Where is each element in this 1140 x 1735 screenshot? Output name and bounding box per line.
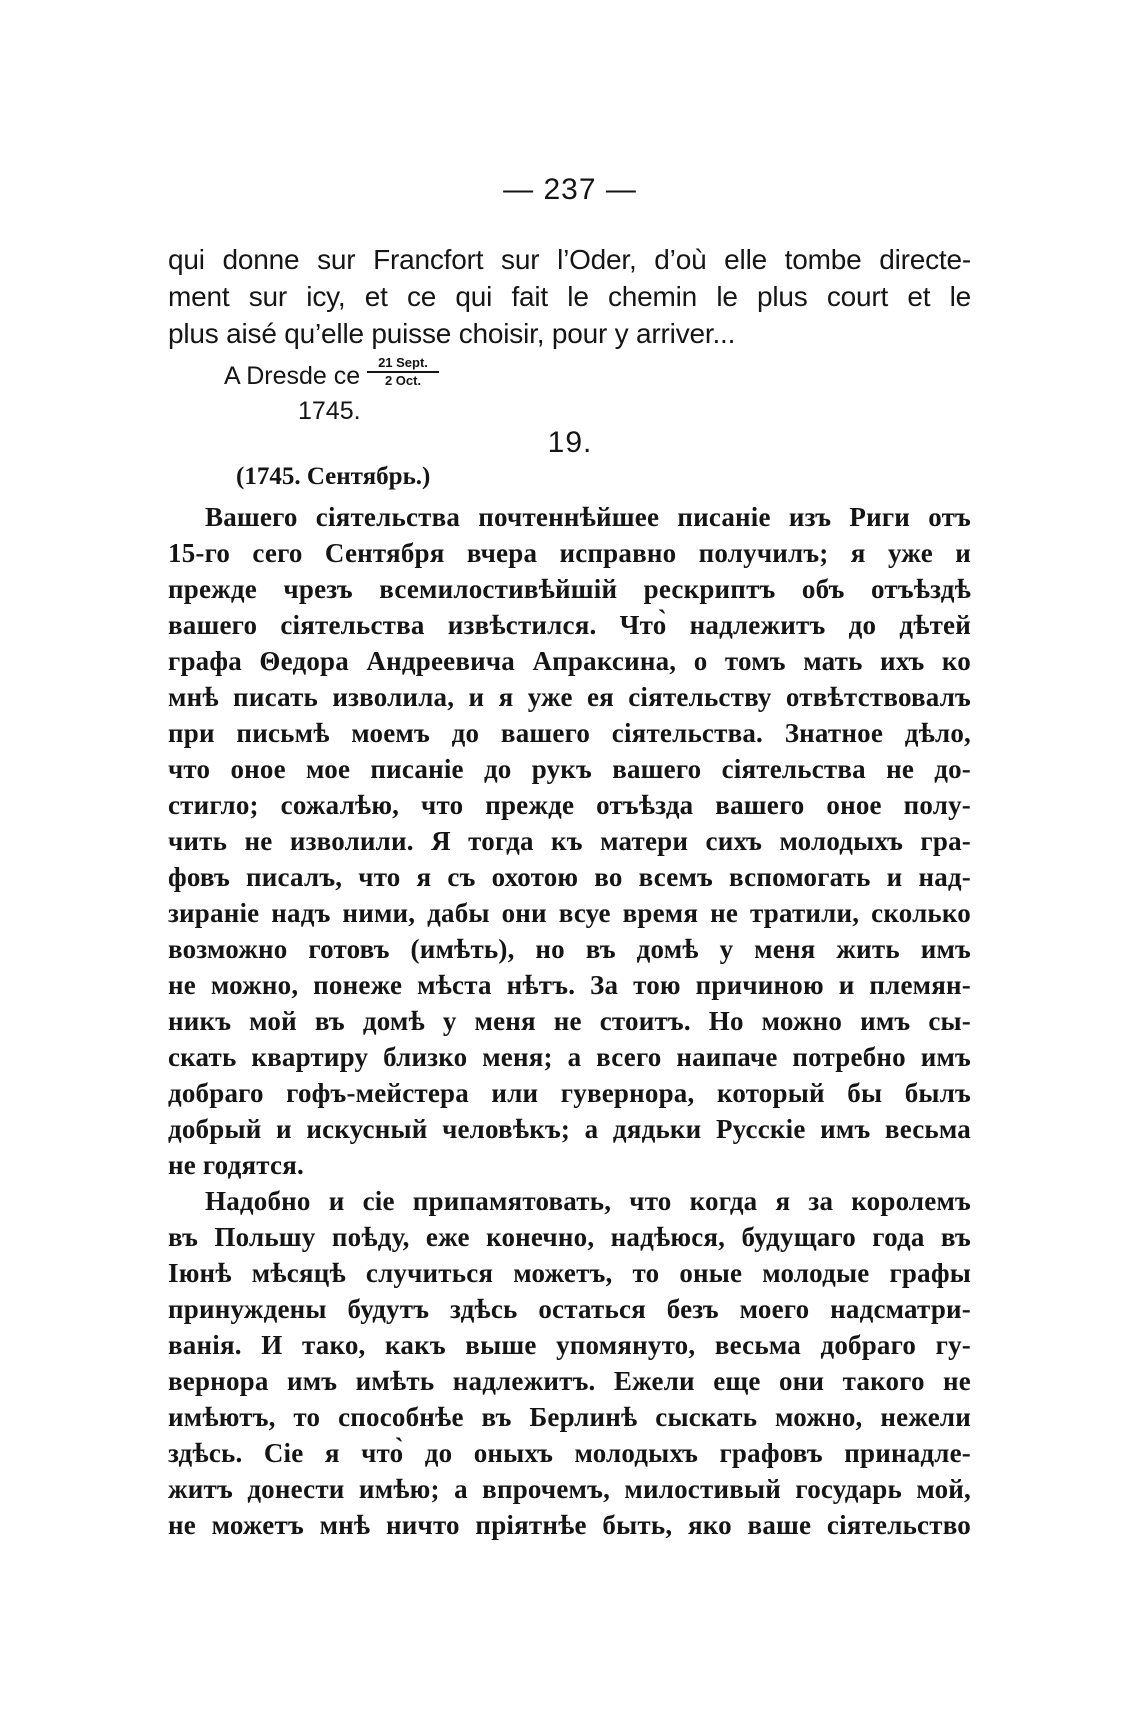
- text-line: вернора имъ имѣть надлежитъ. Ежели еще они такого не: [168, 1366, 971, 1396]
- closing-line: ment sur icy, et ce qui fait le chemin le plus court et le: [168, 281, 971, 312]
- text-line: вашего сіятельства извѣстился. Что̀ надлежитъ до дѣтей: [168, 610, 971, 640]
- text-line: здѣсь. Сіе я что̀ до оныхъ молодыхъ графовъ принадле-: [168, 1438, 971, 1468]
- text-line: Надобно и сіе припамятовать, что когда я за королемъ: [205, 1186, 971, 1216]
- text-line: имѣютъ, то способнѣе въ Берлинѣ сыскать можно, нежели: [168, 1402, 971, 1432]
- date-denominator: 2 Oct.: [384, 373, 422, 388]
- text-line: не можетъ мнѣ ничто пріятнѣе быть, яко ваше сіятельство: [168, 1510, 971, 1540]
- text-line: принуждены будутъ здѣсь остаться безъ моего надсматри-: [168, 1294, 971, 1324]
- letter-number: 19.: [547, 426, 593, 459]
- text-line: Іюнѣ мѣсяцѣ случиться можетъ, то оные молодые графы: [168, 1258, 971, 1288]
- text-line: стигло; сожалѣю, что прежде отъѣзда вашего оное полу-: [168, 790, 971, 820]
- text-line: графа Θедора Андреевича Апраксина, о томъ мать ихъ ко: [168, 646, 971, 676]
- closing-line: qui donne sur Francfort sur l’Oder, d’où elle tombe directe-: [168, 244, 971, 275]
- letter-date-note: (1745. Сентябрь.): [236, 463, 431, 490]
- text-line: не годятся.: [168, 1150, 305, 1180]
- text-line: въ Польшу поѣду, еже конечно, надѣюся, будущаго года въ: [168, 1222, 971, 1252]
- closing-line: plus aisé qu’elle puisse choisir, pour y arriver...: [168, 318, 736, 349]
- text-line: прежде чрезъ всемилостивѣйшій рескриптъ объ отъѣздѣ: [168, 574, 971, 604]
- text-line: ванія. И тако, какъ выше упомянуто, весьма добраго гу-: [168, 1330, 971, 1360]
- text-line: не можно, понеже мѣста нѣтъ. За тою причиною и племян-: [168, 970, 971, 1000]
- text-line: что оное мое писаніе до рукъ вашего сіятельства не до-: [168, 754, 971, 784]
- text-line: Вашего сіятельства почтеннѣйшее писаніе изъ Риги отъ: [205, 502, 971, 532]
- closing-year: 1745.: [298, 397, 361, 425]
- text-line: 15-го сего Сентября вчера исправно получилъ; я уже и: [168, 538, 971, 568]
- text-line: зираніе надъ ними, дабы они всуе время не тратили, сколько: [168, 898, 971, 928]
- text-line: чить не изволили. Я тогда къ матери сихъ молодыхъ гра-: [168, 826, 971, 856]
- date-numerator: 21 Sept.: [367, 356, 439, 373]
- text-line: скать квартиру близко меня; а всего наипаче потребно имъ: [168, 1042, 971, 1072]
- page-number: — 237 —: [503, 173, 637, 206]
- text-line: никъ мой въ домѣ у меня не стоитъ. Но можно имъ сы-: [168, 1006, 971, 1036]
- text-line: мнѣ писать изволила, и я уже ея сіятельству отвѣтствовалъ: [168, 682, 971, 712]
- closing-date-fraction: [367, 356, 439, 388]
- text-line: житъ донести имѣю; а впрочемъ, милостивый государь мой,: [168, 1474, 971, 1504]
- text-line: фовъ писалъ, что я съ охотою во всемъ вспомогать и над-: [168, 862, 971, 892]
- text-line: добрый и искусный человѣкъ; а дядьки Русскіе имъ весьма: [168, 1114, 971, 1144]
- text-line: добраго гофъ-мейстера или гувернора, который бы былъ: [168, 1078, 971, 1108]
- closing-place: A Dresde ce: [224, 362, 361, 390]
- text-line: возможно готовъ (имѣть), но въ домѣ у меня жить имъ: [168, 934, 971, 964]
- text-line: при письмѣ моемъ до вашего сіятельства. Знатное дѣло,: [168, 718, 971, 748]
